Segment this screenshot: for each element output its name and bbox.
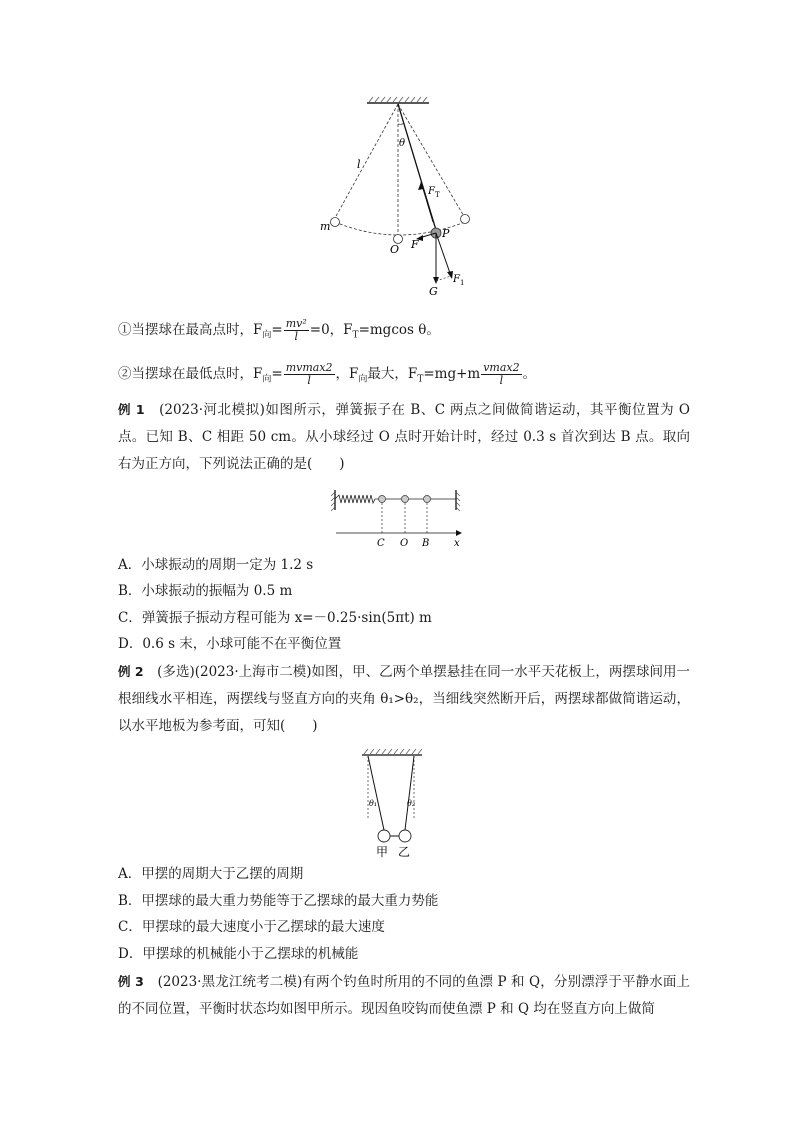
example-2-question: 例 2 (多选)(2023·上海市二模)如图，甲、乙两个单摆悬挂在同一水平天花板上，两摆球间用一根细线水平相连，两摆线与竖直方向的夹角 θ₁>θ₂，当细线突然断开后，两摆球都做简谐运动，以水平地板为参考面，可知( ) <box>118 664 691 734</box>
o-label: O <box>390 243 400 256</box>
f1-sub-label: 1 <box>460 279 465 287</box>
example-2-option-a: A．甲摆的周期大于乙摆的周期 <box>118 866 304 882</box>
yi-label: 乙 <box>398 845 411 858</box>
example-1-label: 例 1 <box>118 402 145 417</box>
example-1-option-b: B．小球振动的振幅为 0.5 m <box>118 583 293 599</box>
g-label: G <box>429 285 438 298</box>
b-label: B <box>422 538 430 549</box>
example-2-option-d: D．甲摆球的机械能小于乙摆球的机械能 <box>118 946 359 962</box>
fraction: $\frac{vmax2}{l}$ <box>483 361 520 387</box>
example-1-question: 例 1 (2023·河北模拟)如图所示，弹簧振子在 B、C 两点之间做简谐运动，其平衡位置为 O 点。已知 B、C 相距 50 cm。从小球经过 O 点时开始计时，经过 0.3 s 首次到达 B 点。取向右为正方向，下列说法正确的是( ) <box>118 402 690 472</box>
theta-label: θ <box>399 138 406 149</box>
ft-label: F <box>428 186 435 197</box>
example-3-question: 例 3 (2023·黑龙江统考二模)有两个钓鱼时所用的不同的鱼漂 P 和 Q，分别漂浮于平静水面上的不同位置，平衡时状态均如图甲所示。现因鱼咬钩而使鱼漂 P 和 Q 均在竖直方向上做简 <box>118 974 690 1017</box>
spring-oscillator-diagram <box>330 488 470 550</box>
theta2-label: θ₂ <box>407 799 416 808</box>
o-label: O <box>400 538 409 549</box>
example-2-option-b: B．甲摆球的最大重力势能等于乙摆球的最大重力势能 <box>118 893 439 909</box>
x-axis-label: x <box>454 538 460 549</box>
f1-label: F <box>453 274 460 285</box>
example-3-label: 例 3 <box>118 974 144 989</box>
double-pendulum-diagram <box>360 748 450 858</box>
theta1-label: θ₁ <box>369 799 378 808</box>
formula-lowest-point: ②当摆球在最低点时，$F_向=$ $\frac{mvmax2}{l}$ ，$F_向$最大，$F_T=mg+m$ $\frac{vmax2}{l}$ 。 <box>118 361 537 387</box>
pendulum-force-diagram <box>315 96 485 301</box>
example-2-option-c: C．甲摆球的最大速度小于乙摆球的最大速度 <box>118 919 385 935</box>
jia-label: 甲 <box>376 845 389 858</box>
p-label: P <box>442 227 450 240</box>
ft-sub-label: T <box>435 191 440 199</box>
formula-highest-point: ①当摆球在最高点时，$F_向=$ $\frac{\text{mv²}}{l}$ =0，$F_T=mgcos$ θ。 <box>118 317 440 343</box>
example-1-option-d: D．0.6 s 末，小球可能不在平衡位置 <box>118 636 342 652</box>
l-label: l <box>357 158 361 171</box>
example-2-label: 例 2 <box>118 664 144 679</box>
example-1-option-a: A．小球振动的周期一定为 1.2 s <box>118 557 314 573</box>
fraction: $\frac{\text{mv²}}{l}$ <box>285 317 307 343</box>
f-label: F <box>411 238 419 251</box>
example-1-option-c: C．弹簧振子振动方程可能为 x=－0.25·sin(5πt) m <box>118 610 432 626</box>
c-label: C <box>377 538 385 549</box>
m-label: m <box>320 220 331 233</box>
fraction: $\frac{mvmax2}{l}$ <box>285 361 333 387</box>
